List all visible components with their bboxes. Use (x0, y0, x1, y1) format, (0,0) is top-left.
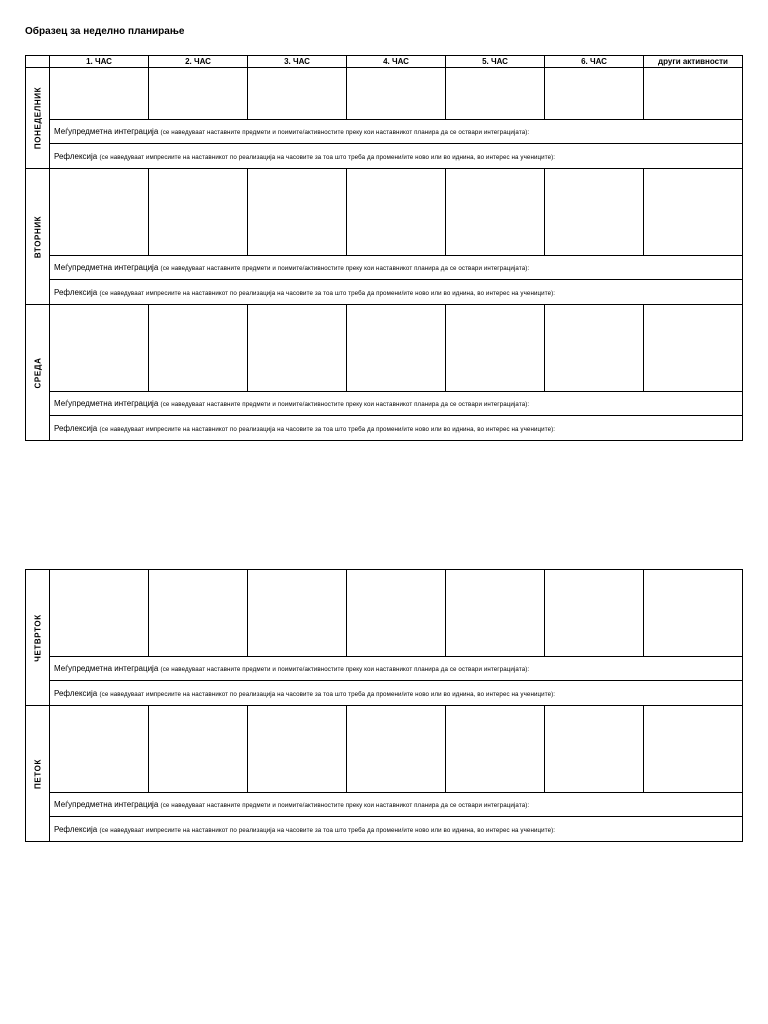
reflection-cell[interactable] (50, 144, 743, 169)
lesson-cell[interactable] (50, 706, 149, 793)
integration-desc: (се наведуваат наставните предмети и поимите/активностите преку кои наставникот планира да се оствари интеграцијата): (160, 265, 530, 272)
lesson-cell[interactable] (50, 570, 149, 657)
other-activities-cell[interactable] (644, 305, 743, 392)
page-title: Образец за неделно планирање (25, 26, 185, 37)
reflection-label: Рефлексија (54, 824, 98, 834)
lesson-cell[interactable] (149, 570, 248, 657)
lesson-cell[interactable] (248, 169, 347, 256)
weekly-plan-table-top (25, 55, 743, 441)
reflection-cell[interactable] (50, 416, 743, 441)
integration-label: Меѓупредметна интеграција (54, 664, 159, 673)
day-label-cell (26, 68, 50, 169)
integration-cell[interactable] (50, 256, 743, 280)
day-label-cell (26, 570, 50, 706)
column-header: 1. ЧАС (50, 56, 149, 68)
lesson-cell[interactable] (248, 305, 347, 392)
integration-cell[interactable] (50, 657, 743, 681)
lesson-cell[interactable] (50, 305, 149, 392)
lesson-cell[interactable] (446, 706, 545, 793)
day-label: ПОНЕДЕЛНИК (33, 86, 42, 150)
integration-desc: (се наведуваат наставните предмети и поимите/активностите преку кои наставникот планира да се оствари интеграцијата): (160, 666, 530, 673)
reflection-cell[interactable] (50, 817, 743, 842)
other-activities-cell[interactable] (644, 169, 743, 256)
integration-desc: (се наведуваат наставните предмети и поимите/активностите преку кои наставникот планира да се оствари интеграцијата): (160, 802, 530, 809)
column-header: 2. ЧАС (149, 56, 248, 68)
integration-label: Меѓупредметна интеграција (54, 800, 159, 809)
integration-label: Меѓупредметна интеграција (54, 263, 159, 272)
lesson-cell[interactable] (347, 570, 446, 657)
reflection-desc: (се наведуваат импресиите на наставникот по реализација на часовите за тоа што треба да промени/ите ново или во иднина, во интерес на учениците): (99, 425, 556, 433)
column-header: 3. ЧАС (248, 56, 347, 68)
lesson-cell[interactable] (347, 706, 446, 793)
day-row-wednesday (26, 305, 743, 392)
reflection-row (26, 817, 743, 842)
integration-row (26, 392, 743, 416)
reflection-cell[interactable] (50, 280, 743, 305)
lesson-cell[interactable] (545, 305, 644, 392)
day-label: ВТОРНИК (33, 215, 42, 258)
integration-row (26, 657, 743, 681)
integration-desc: (се наведуваат наставните предмети и поимите/активностите преку кои наставникот планира да се оствари интеграцијата): (160, 401, 530, 408)
other-activities-cell[interactable] (644, 570, 743, 657)
lesson-cell[interactable] (446, 68, 545, 120)
integration-row (26, 256, 743, 280)
integration-cell[interactable] (50, 120, 743, 144)
lesson-cell[interactable] (149, 169, 248, 256)
lesson-cell[interactable] (248, 570, 347, 657)
lesson-cell[interactable] (248, 706, 347, 793)
reflection-row (26, 681, 743, 706)
column-header: 5. ЧАС (446, 56, 545, 68)
lesson-cell[interactable] (446, 305, 545, 392)
lesson-cell[interactable] (50, 68, 149, 120)
lesson-cell[interactable] (545, 706, 644, 793)
lesson-cell[interactable] (149, 706, 248, 793)
lesson-cell[interactable] (446, 169, 545, 256)
lesson-cell[interactable] (347, 68, 446, 120)
reflection-row (26, 280, 743, 305)
integration-label: Меѓупредметна интеграција (54, 399, 159, 408)
reflection-label: Рефлексија (54, 688, 98, 698)
integration-label: Меѓупредметна интеграција (54, 127, 159, 136)
day-label-cell (26, 169, 50, 305)
reflection-row (26, 416, 743, 441)
integration-cell[interactable] (50, 392, 743, 416)
lesson-cell[interactable] (149, 68, 248, 120)
header-row (26, 56, 743, 68)
lesson-cell[interactable] (545, 68, 644, 120)
reflection-label: Рефлексија (54, 287, 98, 297)
other-activities-cell[interactable] (644, 706, 743, 793)
reflection-label: Рефлексија (54, 423, 98, 433)
integration-row (26, 120, 743, 144)
reflection-desc: (се наведуваат импресиите на наставникот по реализација на часовите за тоа што треба да промени/ите ново или во иднина, во интерес на учениците): (99, 153, 556, 161)
integration-cell[interactable] (50, 793, 743, 817)
lesson-cell[interactable] (347, 169, 446, 256)
column-header: 6. ЧАС (545, 56, 644, 68)
day-label: СРЕДА (33, 357, 42, 388)
integration-row (26, 793, 743, 817)
day-row-thursday (26, 570, 743, 657)
lesson-cell[interactable] (545, 169, 644, 256)
lesson-cell[interactable] (248, 68, 347, 120)
other-activities-cell[interactable] (644, 68, 743, 120)
day-label: ЧЕТВРТОК (33, 613, 42, 662)
day-row-tuesday (26, 169, 743, 256)
day-label: ПЕТОК (33, 758, 42, 789)
day-row-monday (26, 68, 743, 120)
lesson-cell[interactable] (545, 570, 644, 657)
reflection-row (26, 144, 743, 169)
lesson-cell[interactable] (347, 305, 446, 392)
day-label-cell (26, 706, 50, 842)
day-row-friday (26, 706, 743, 793)
reflection-cell[interactable] (50, 681, 743, 706)
reflection-desc: (се наведуваат импресиите на наставникот по реализација на часовите за тоа што треба да промени/ите ново или во иднина, во интерес на учениците): (99, 826, 556, 834)
lesson-cell[interactable] (149, 305, 248, 392)
reflection-desc: (се наведуваат импресиите на наставникот по реализација на часовите за тоа што треба да промени/ите ново или во иднина, во интерес на учениците): (99, 690, 556, 698)
corner-cell (26, 56, 50, 68)
column-header: други активности (644, 56, 743, 68)
integration-desc: (се наведуваат наставните предмети и поимите/активностите преку кои наставникот планира да се оствари интеграцијата): (160, 129, 530, 136)
reflection-label: Рефлексија (54, 151, 98, 161)
day-label-cell (26, 305, 50, 441)
column-header: 4. ЧАС (347, 56, 446, 68)
lesson-cell[interactable] (50, 169, 149, 256)
lesson-cell[interactable] (446, 570, 545, 657)
weekly-plan-table-bottom (25, 569, 743, 842)
reflection-desc: (се наведуваат импресиите на наставникот по реализација на часовите за тоа што треба да промени/ите ново или во иднина, во интерес на учениците): (99, 289, 556, 297)
